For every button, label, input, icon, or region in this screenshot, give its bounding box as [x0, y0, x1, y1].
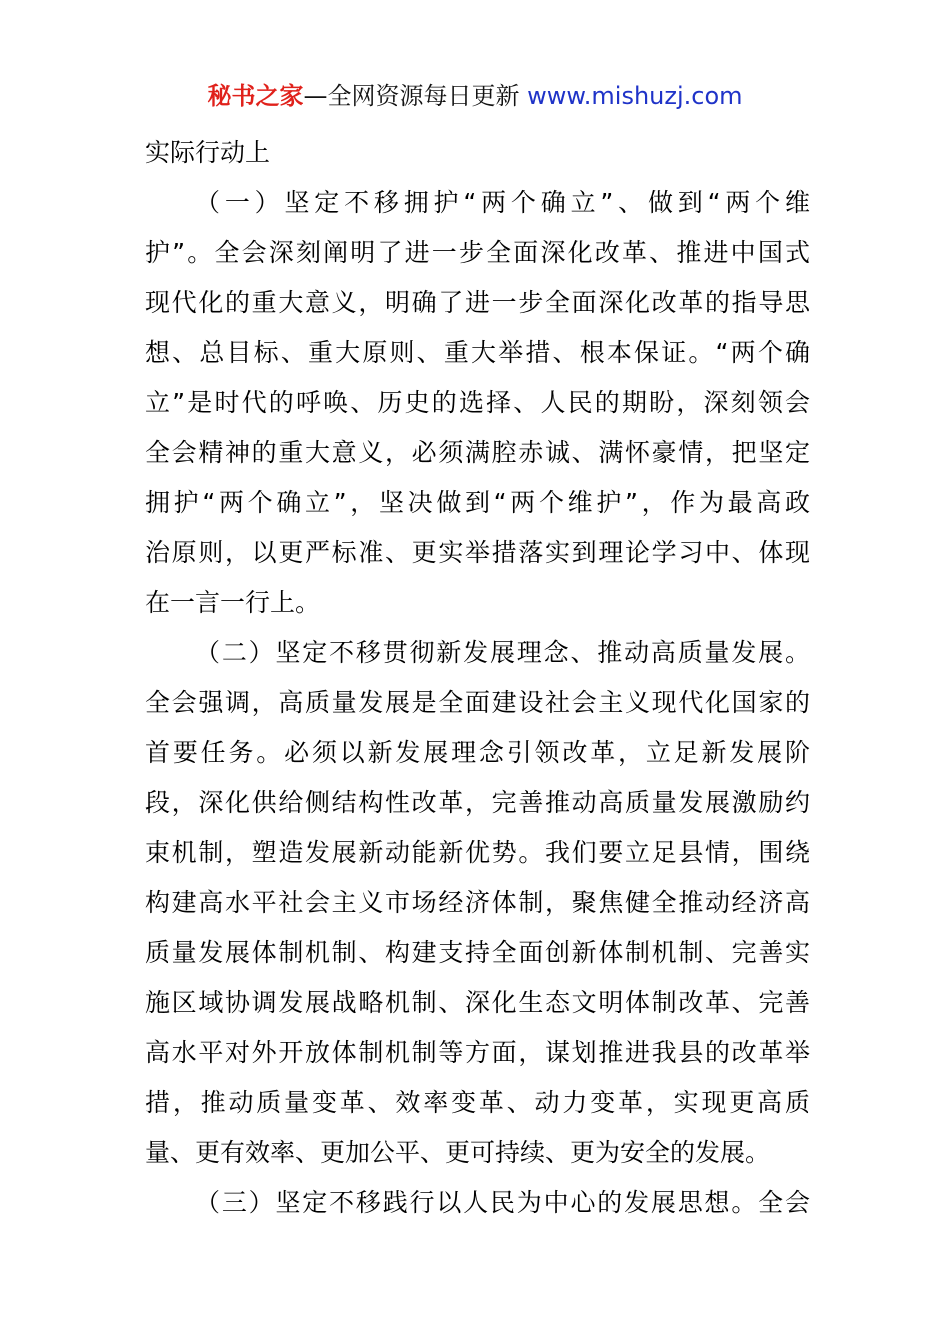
text-line: 实际行动上: [145, 138, 271, 167]
text-line: 量、更有效率、更加公平、更可持续、更为安全的发展。: [145, 1138, 771, 1167]
text-line: （一）坚定不移拥护“两个确立”、做到“两个维: [195, 188, 810, 217]
text-line: 全会强调，高质量发展是全面建设社会主义现代化国家的: [145, 688, 810, 717]
text-line: 想、总目标、重大原则、重大举措、根本保证。“两个确: [145, 338, 810, 367]
text-line: 质量发展体制机制、构建支持全面创新体制机制、完善实: [145, 938, 810, 967]
text-line: 高水平对外开放体制机制等方面，谋划推进我县的改革举: [145, 1038, 810, 1067]
text-line: 护”。全会深刻阐明了进一步全面深化改革、推进中国式: [145, 238, 810, 267]
text-line: 束机制，塑造发展新动能新优势。我们要立足县情，围绕: [145, 838, 810, 867]
header-tagline: —全网资源每日更新: [303, 82, 528, 110]
text-line: 立”是时代的呼唤、历史的选择、人民的期盼，深刻领会: [145, 388, 810, 417]
text-line: （二）坚定不移贯彻新发展理念、推动高质量发展。: [195, 638, 810, 667]
site-watermark-header: [0, 80, 950, 112]
text-line: 首要任务。必须以新发展理念引领改革，立足新发展阶: [145, 738, 810, 767]
text-line: 治原则，以更严标准、更实举措落实到理论学习中、体现: [145, 538, 810, 567]
text-line: 段，深化供给侧结构性改革，完善推动高质量发展激励约: [145, 788, 810, 817]
text-line: 全会精神的重大意义，必须满腔赤诚、满怀豪情，把坚定: [145, 438, 810, 467]
text-line: 措，推动质量变革、效率变革、动力变革，实现更高质: [145, 1088, 810, 1117]
text-line: （三）坚定不移践行以人民为中心的发展思想。全会: [195, 1188, 810, 1217]
text-line: 现代化的重大意义，明确了进一步全面深化改革的指导思: [145, 288, 810, 317]
text-line: 拥护“两个确立”，坚决做到“两个维护”，作为最高政: [145, 488, 810, 517]
document-body: [145, 128, 810, 1228]
text-line: 在一言一行上。: [145, 588, 321, 617]
text-line: 施区域协调发展战略机制、深化生态文明体制改革、完善: [145, 988, 810, 1017]
brand-name: 秘书之家: [207, 82, 304, 110]
text-line: 构建高水平社会主义市场经济体制，聚焦健全推动经济高: [145, 888, 810, 917]
site-url: www.mishuzj.com: [527, 82, 743, 110]
